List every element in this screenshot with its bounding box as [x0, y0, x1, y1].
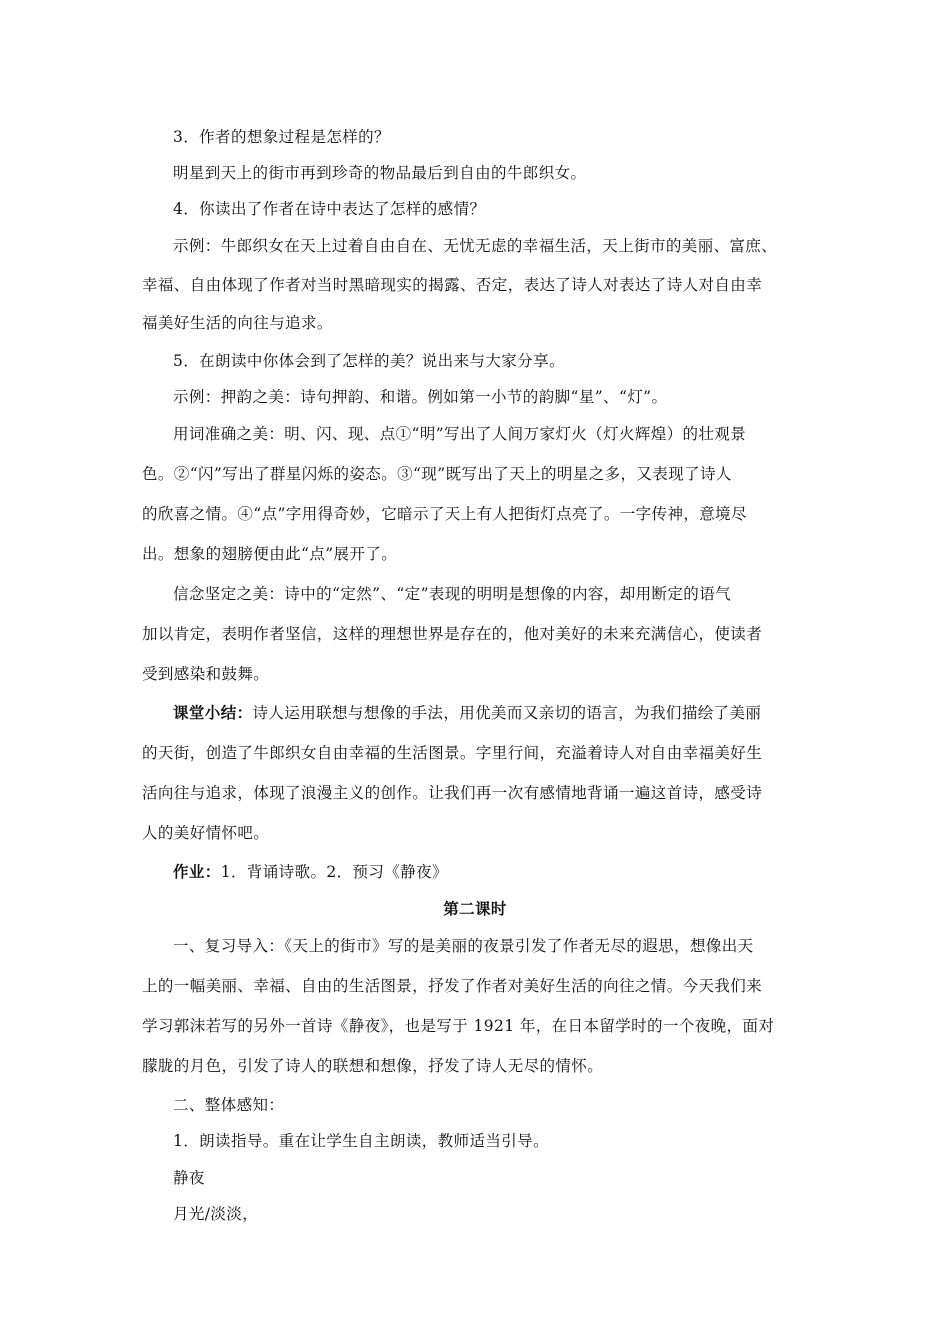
answer-5-wording-line-1: 用词准确之美：明、闪、现、点①“明”写出了人间万家灯火（灯火辉煌）的壮观景 — [173, 425, 747, 443]
class-summary-label: 课堂小结： — [173, 703, 253, 722]
answer-3: 明星到天上的街市再到珍奇的物品最后到自由的牛郎织女。 — [173, 164, 587, 182]
answer-4-line-1: 示例：牛郎织女在天上过着自由自在、无忧无虑的幸福生活，天上街市的美丽、富庶、 — [173, 237, 778, 255]
homework-label: 作业： — [173, 862, 221, 881]
review-intro-line-2: 上的一幅美丽、幸福、自由的生活图景，抒发了作者对美好生活的向往之情。今天我们来 — [142, 977, 763, 995]
class-summary-line-2: 的天街，创造了牛郎织女自由幸福的生活图景。字里行间，充溢着诗人对自由幸福美好生 — [142, 744, 763, 762]
answer-5-belief-line-2: 加以肯定，表明作者坚信，这样的理想世界是存在的，他对美好的未来充满信心，使读者 — [142, 625, 763, 643]
section-title: 第二课时 — [443, 899, 507, 918]
answer-5-belief-line-1: 信念坚定之美：诗中的“定然”、“定”表现的明明是想像的内容，却用断定的语气 — [173, 585, 731, 603]
question-4: 4．你读出了作者在诗中表达了怎样的感情？ — [173, 200, 486, 218]
overall-perception-heading: 二、整体感知： — [173, 1096, 285, 1114]
reading-guidance: 1．朗读指导。重在让学生自主朗读，教师适当引导。 — [173, 1132, 549, 1150]
review-intro-line-4: 朦胧的月色，引发了诗人的联想和想像，抒发了诗人无尽的情怀。 — [142, 1057, 604, 1075]
answer-5-wording-line-3: 的欣喜之情。④“点”字用得奇妙，它暗示了天上有人把街灯点亮了。一字传神，意境尽 — [142, 505, 747, 523]
answer-5-rhyme: 示例：押韵之美：诗句押韵、和谐。例如第一小节的韵脚“星”、“灯”。 — [173, 388, 668, 406]
review-intro-line-3: 学习郭沫若写的另外一首诗《静夜》，也是写于 1921 年，在日本留学时的一个夜晚，面对 — [142, 1017, 775, 1035]
answer-4-line-3: 福美好生活的向往与追求。 — [142, 314, 333, 332]
poem-line-1: 月光/淡淡， — [173, 1205, 259, 1223]
question-3: 3．作者的想象过程是怎样的？ — [173, 128, 390, 146]
class-summary-text: 诗人运用联想与想像的手法，用优美而又亲切的语言，为我们描绘了美丽 — [252, 704, 762, 722]
class-summary-line-1 — [173, 703, 761, 723]
answer-4-line-2: 幸福、自由体现了作者对当时黑暗现实的揭露、否定，表达了诗人对表达了诗人对自由幸 — [142, 276, 763, 294]
answer-5-wording-line-2: 色。②“闪”写出了群星闪烁的姿态。③“现”既写出了天上的明星之多，又表现了诗人 — [142, 465, 732, 483]
poem-title: 静夜 — [173, 1169, 205, 1187]
question-5: 5．在朗读中你体会到了怎样的美？说出来与大家分享。 — [173, 352, 565, 370]
homework-text: 1．背诵诗歌。2．预习《静夜》 — [220, 863, 448, 881]
homework — [173, 862, 448, 882]
review-intro-line-1: 一、复习导入：《天上的街市》写的是美丽的夜景引发了作者无尽的遐思，想像出天 — [173, 937, 754, 955]
answer-5-belief-line-3: 受到感染和鼓舞。 — [142, 665, 270, 683]
answer-5-wording-line-4: 出。想象的翅膀便由此“点”展开了。 — [142, 545, 398, 563]
class-summary-line-3: 活向往与追求，体现了浪漫主义的创作。让我们再一次有感情地背诵一遍这首诗，感受诗 — [142, 784, 763, 802]
class-summary-line-4: 人的美好情怀吧。 — [142, 824, 270, 842]
